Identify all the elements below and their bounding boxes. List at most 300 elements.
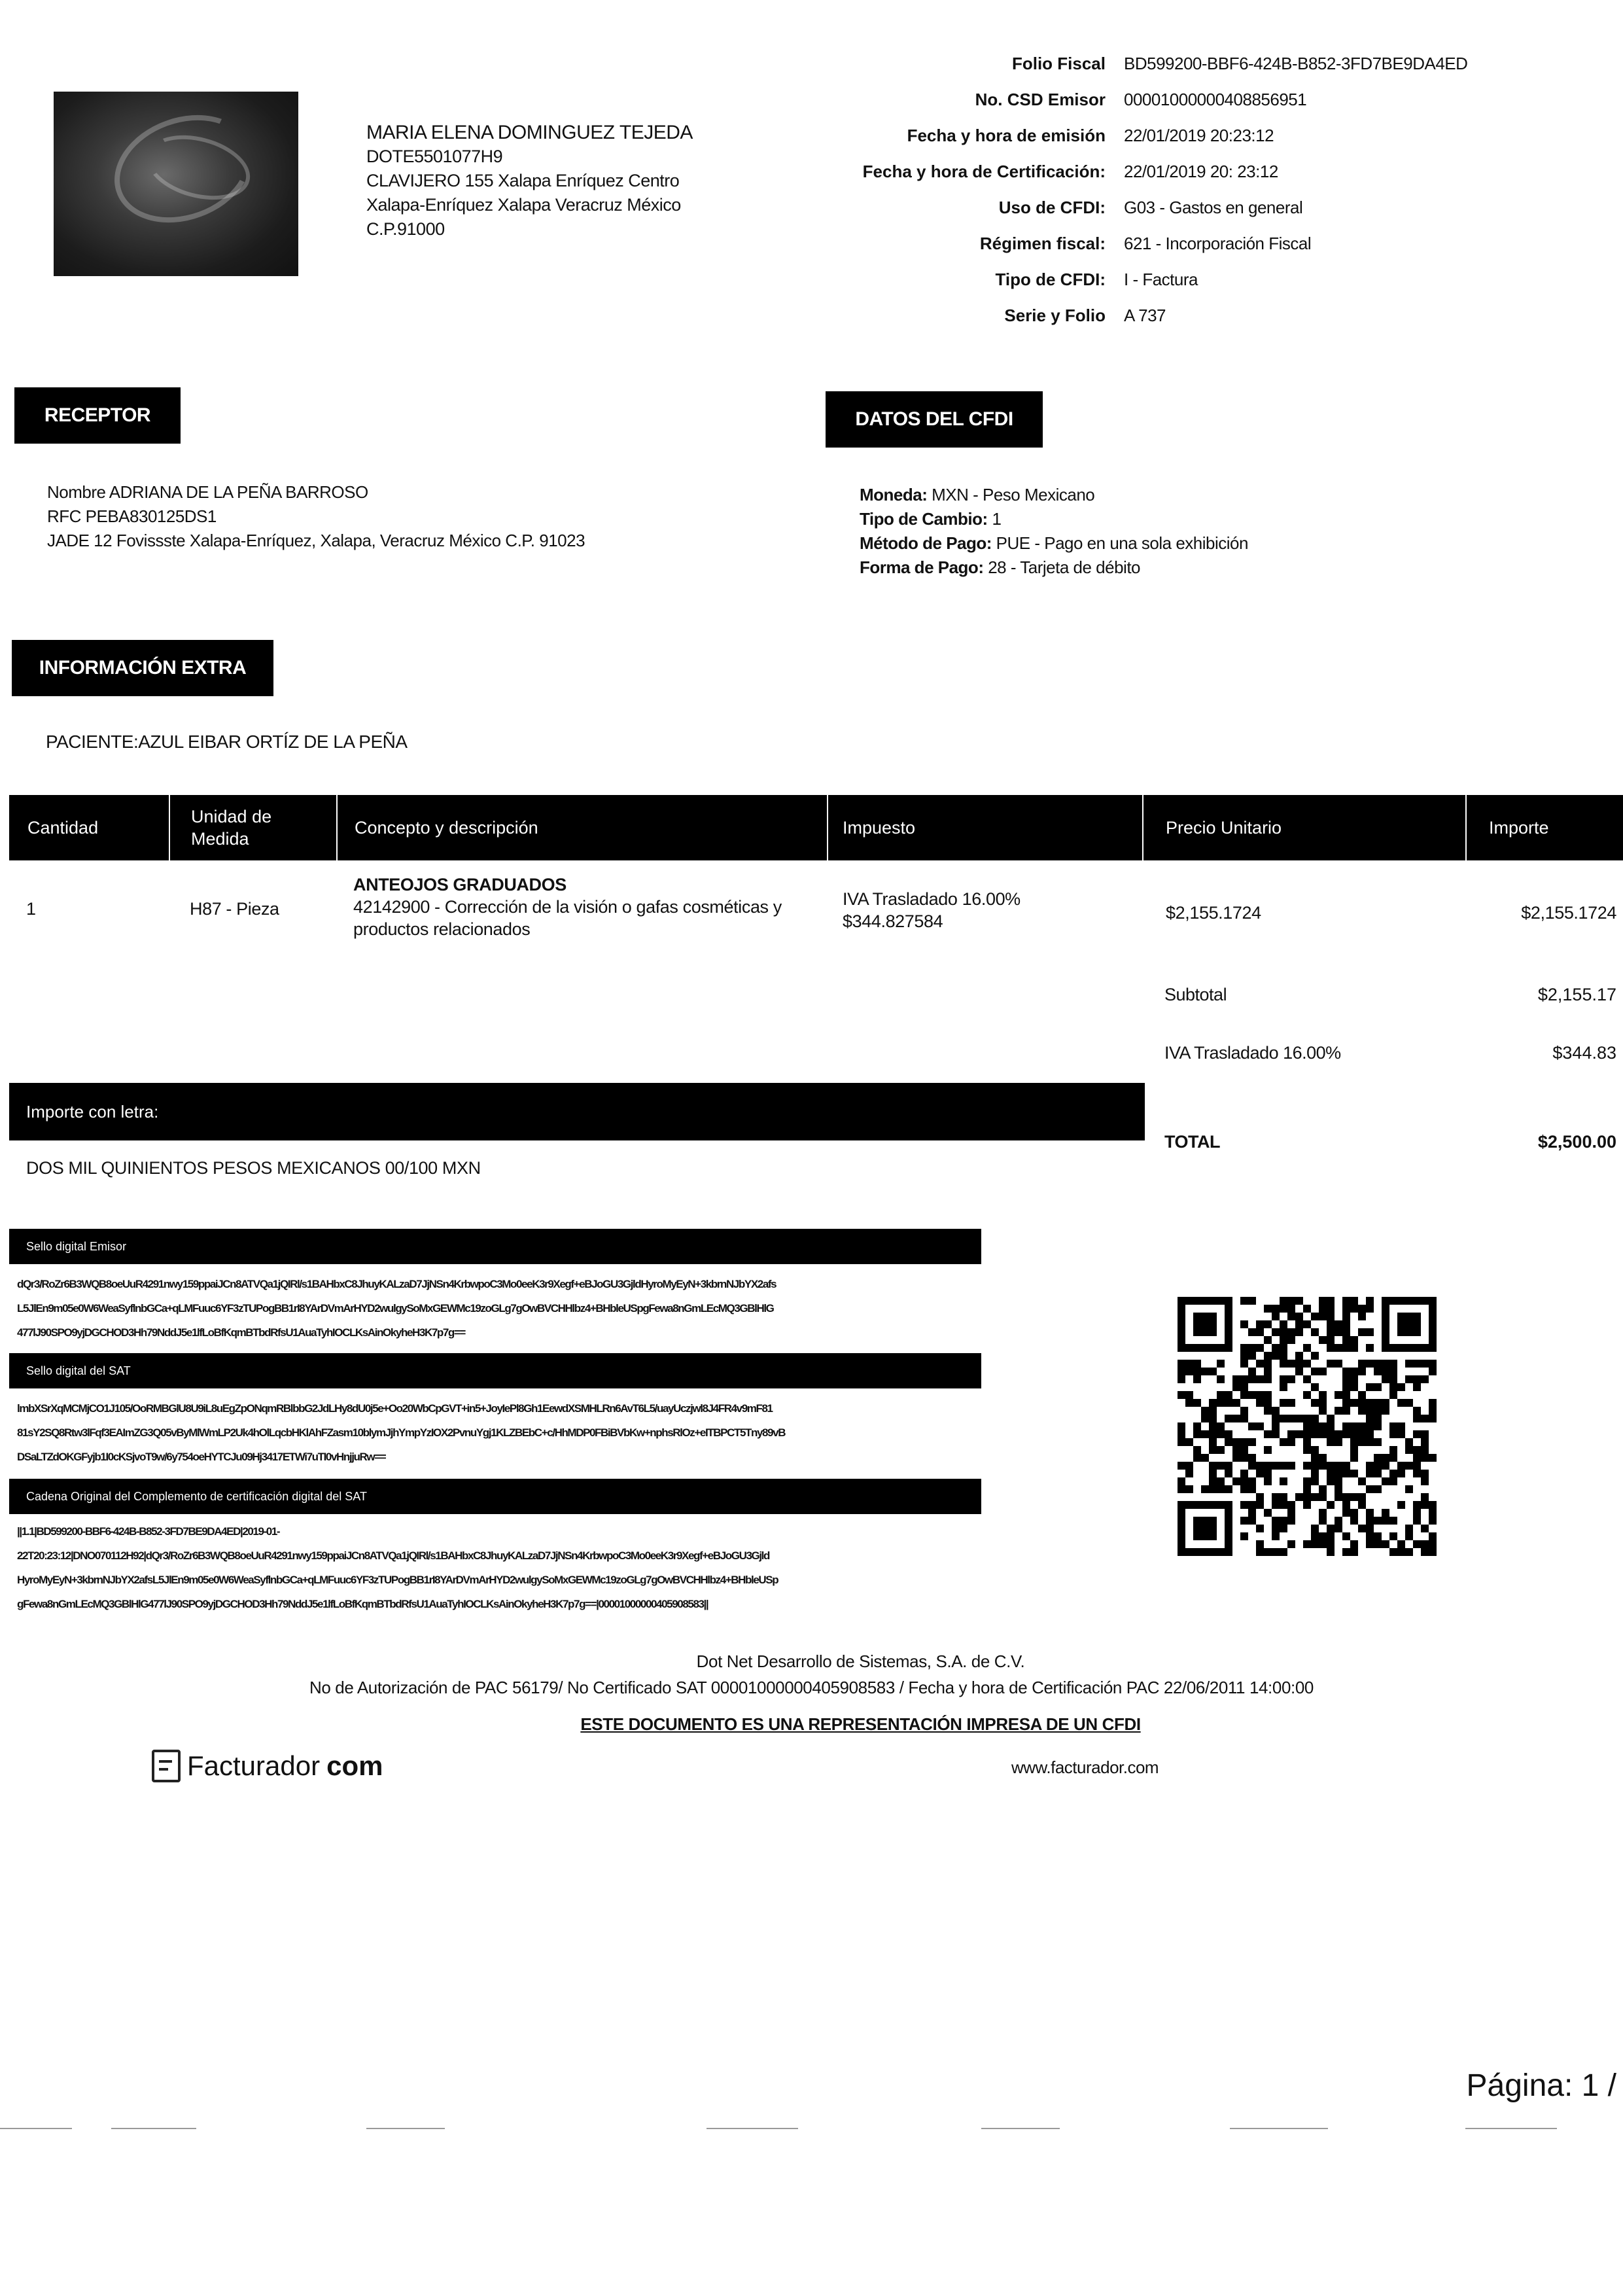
qr-module — [1217, 1375, 1225, 1383]
qr-module — [1327, 1477, 1335, 1485]
qr-module — [1319, 1485, 1327, 1493]
qr-module — [1217, 1446, 1225, 1454]
qr-module — [1264, 1352, 1272, 1360]
qr-module — [1272, 1422, 1280, 1430]
qr-module — [1287, 1297, 1295, 1305]
cadena-line: ||1.1|BD599200-BBF6-424B-B852-3FD7BE9DA4ED|2019-01- — [17, 1525, 280, 1538]
qr-module — [1217, 1430, 1225, 1438]
qr-module — [1327, 1532, 1335, 1540]
qr-module — [1248, 1352, 1256, 1360]
qr-module — [1335, 1391, 1342, 1399]
qr-module — [1264, 1375, 1272, 1383]
qr-module — [1350, 1454, 1358, 1462]
qr-module — [1405, 1485, 1413, 1493]
qr-module — [1256, 1320, 1264, 1328]
qr-module — [1280, 1548, 1287, 1556]
qr-module — [1358, 1407, 1366, 1415]
qr-module — [1272, 1501, 1280, 1509]
qr-module — [1193, 1430, 1201, 1438]
qr-module — [1287, 1305, 1295, 1313]
qr-module — [1201, 1485, 1209, 1493]
qr-module — [1350, 1493, 1358, 1501]
qr-module — [1217, 1360, 1225, 1368]
qr-module — [1327, 1360, 1335, 1368]
qr-module — [1217, 1477, 1225, 1485]
qr-module — [1374, 1415, 1382, 1422]
qr-module — [1193, 1422, 1201, 1430]
qr-module — [1272, 1407, 1280, 1415]
qr-module — [1358, 1501, 1366, 1509]
qr-module — [1287, 1375, 1295, 1383]
row-impuesto — [843, 888, 1021, 932]
qr-module — [1342, 1422, 1350, 1430]
scan-artifact-line — [1465, 2128, 1557, 2129]
qr-module — [1413, 1360, 1421, 1368]
qr-module — [1350, 1430, 1358, 1438]
qr-module — [1327, 1540, 1335, 1548]
qr-module — [1287, 1509, 1295, 1517]
qr-module — [1256, 1391, 1264, 1399]
qr-module — [1240, 1501, 1248, 1509]
qr-module — [1240, 1485, 1248, 1493]
qr-module — [1303, 1493, 1311, 1501]
qr-module — [1405, 1462, 1413, 1470]
qr-module — [1264, 1470, 1272, 1477]
qr-module — [1429, 1540, 1437, 1548]
qr-module — [1280, 1525, 1287, 1532]
qr-module — [1264, 1305, 1272, 1313]
qr-module — [1342, 1532, 1350, 1540]
qr-module — [1287, 1430, 1295, 1438]
qr-module — [1405, 1548, 1413, 1556]
qr-module — [1248, 1328, 1256, 1336]
emitter-address-2: Xalapa-Enríquez Xalapa Veracruz México — [366, 195, 681, 215]
qr-module — [1264, 1430, 1272, 1438]
qr-module — [1248, 1477, 1256, 1485]
qr-module — [1256, 1462, 1264, 1470]
sello-sat-line: lmbXSrXqMCMjCO1J105/OoRMBGlU8U9iL8uEgZpONqmRBlbbG2JdLHy8dU0j5e+Oo20WbCpGVT+in5+JoyIePl8Gh1EewdXSMHLRn6AvT6L5/uayUczjwl8J4FR4v9mF81 — [17, 1402, 773, 1415]
qr-module — [1303, 1462, 1311, 1470]
qr-module — [1295, 1320, 1303, 1328]
qr-module — [1311, 1422, 1319, 1430]
qr-module — [1350, 1305, 1358, 1313]
qr-module — [1366, 1344, 1374, 1352]
emitter-name: MARIA ELENA DOMINGUEZ TEJEDA — [366, 122, 693, 143]
qr-module — [1335, 1493, 1342, 1501]
moneda-line — [860, 483, 1248, 507]
qr-module — [1287, 1336, 1295, 1344]
qr-module — [1350, 1517, 1358, 1525]
qr-module — [1232, 1375, 1240, 1383]
fiscal-meta-labels — [772, 46, 1106, 334]
qr-module — [1366, 1415, 1374, 1422]
qr-module — [1303, 1501, 1311, 1509]
qr-module — [1327, 1336, 1335, 1344]
iva-value: $344.83 — [1552, 1043, 1616, 1063]
qr-module — [1280, 1297, 1287, 1305]
qr-module — [1225, 1470, 1232, 1477]
uso-cfdi-value: G03 - Gastos en general — [1124, 198, 1303, 217]
qr-module — [1366, 1305, 1374, 1313]
cambio-label: Tipo de Cambio: — [860, 509, 988, 529]
qr-module — [1421, 1477, 1429, 1485]
footer-notice: ESTE DOCUMENTO ES UNA REPRESENTACIÓN IMPRESA DE UN CFDI — [580, 1714, 1141, 1734]
qr-module — [1185, 1470, 1193, 1477]
certificacion-label: Fecha y hora de Certificación: — [862, 162, 1106, 181]
qr-module — [1421, 1446, 1429, 1454]
qr-module — [1248, 1297, 1256, 1305]
qr-module — [1358, 1493, 1366, 1501]
qr-module — [1358, 1313, 1366, 1320]
qr-module — [1413, 1454, 1421, 1462]
forma-line — [860, 556, 1248, 580]
qr-module — [1272, 1517, 1280, 1525]
qr-module — [1256, 1548, 1264, 1556]
scan-artifact-line — [981, 2128, 1060, 2129]
row-cantidad: 1 — [26, 899, 36, 919]
scan-artifact-line — [111, 2128, 196, 2129]
qr-module — [1240, 1470, 1248, 1477]
qr-module — [1280, 1438, 1287, 1446]
qr-module — [1295, 1415, 1303, 1422]
qr-module — [1303, 1415, 1311, 1422]
row-concepto — [353, 874, 782, 940]
website-link[interactable]: www.facturador.com — [1011, 1757, 1159, 1777]
qr-module — [1311, 1368, 1319, 1375]
qr-module — [1232, 1399, 1240, 1407]
qr-module — [1209, 1470, 1217, 1477]
qr-module — [1335, 1360, 1342, 1368]
qr-module — [1366, 1438, 1374, 1446]
qr-module — [1256, 1344, 1264, 1352]
total-label: TOTAL — [1164, 1132, 1220, 1152]
total-value: $2,500.00 — [1537, 1132, 1616, 1152]
receptor-rfc: RFC PEBA830125DS1 — [47, 506, 217, 526]
qr-module — [1217, 1485, 1225, 1493]
qr-module — [1342, 1313, 1350, 1320]
qr-module — [1264, 1477, 1272, 1485]
qr-module — [1225, 1391, 1232, 1399]
sello-sat-line: 81sY2SQ8Rtw3lFqf3EAImZG3Q05vByMlWmLP2Uk4hOlLqcbHKlAhFZasm10blymJjhYmpYzIOX2PvnuYgj1KLZBEbC+c/HhMDP0FBiBVbKw+nphsRlOz+eITBPCT5Tny89vB — [17, 1426, 786, 1439]
qr-module — [1303, 1422, 1311, 1430]
qr-module — [1248, 1375, 1256, 1383]
csd-value: 00001000000408856951 — [1124, 90, 1307, 109]
qr-module — [1358, 1525, 1366, 1532]
qr-module — [1311, 1532, 1319, 1540]
row-impuesto-1: IVA Trasladado 16.00% — [843, 889, 1021, 909]
qr-module — [1185, 1391, 1193, 1399]
qr-module — [1217, 1391, 1225, 1399]
qr-module — [1303, 1360, 1311, 1368]
qr-module — [1248, 1344, 1256, 1352]
qr-module — [1303, 1477, 1311, 1485]
qr-module — [1350, 1375, 1358, 1383]
qr-module — [1209, 1485, 1217, 1493]
qr-module — [1382, 1368, 1389, 1375]
qr-module — [1342, 1305, 1350, 1313]
qr-module — [1342, 1493, 1350, 1501]
qr-module — [1335, 1430, 1342, 1438]
qr-module — [1413, 1517, 1421, 1525]
qr-module — [1185, 1485, 1193, 1493]
qr-module — [1264, 1368, 1272, 1375]
qr-module — [1193, 1360, 1201, 1368]
qr-module — [1319, 1454, 1327, 1462]
emitter-block — [366, 120, 693, 241]
emision-label: Fecha y hora de emisión — [907, 126, 1106, 145]
row-concepto-title: ANTEOJOS GRADUADOS — [353, 875, 567, 894]
qr-module — [1287, 1313, 1295, 1320]
metodo-line — [860, 531, 1248, 556]
qr-module — [1405, 1438, 1413, 1446]
qr-module — [1342, 1344, 1350, 1352]
qr-module — [1327, 1344, 1335, 1352]
qr-module — [1319, 1297, 1327, 1305]
qr-module — [1429, 1548, 1437, 1556]
footer-pac-line: No de Autorización de PAC 56179/ No Certificado SAT 00001000000405908583 / Fecha y hora de Certificación PAC 22/06/2011 14:00:00 — [309, 1678, 1314, 1697]
qr-module — [1319, 1368, 1327, 1375]
qr-module — [1413, 1501, 1421, 1509]
qr-module — [1350, 1470, 1358, 1477]
qr-module — [1178, 1485, 1185, 1493]
th-unidad-line1: Unidad de — [191, 807, 272, 826]
qr-module — [1256, 1422, 1264, 1430]
qr-module — [1389, 1548, 1397, 1556]
qr-module — [1232, 1383, 1240, 1391]
qr-module — [1335, 1485, 1342, 1493]
qr-module — [1358, 1328, 1366, 1336]
qr-module — [1342, 1297, 1350, 1305]
qr-module — [1374, 1360, 1382, 1368]
qr-module — [1429, 1368, 1437, 1375]
qr-module — [1264, 1407, 1272, 1415]
qr-module — [1319, 1336, 1327, 1344]
qr-module — [1280, 1360, 1287, 1368]
qr-module — [1240, 1352, 1248, 1360]
th-importe: Importe — [1489, 818, 1549, 838]
qr-module — [1405, 1525, 1413, 1532]
qr-module — [1178, 1375, 1185, 1383]
qr-module — [1225, 1438, 1232, 1446]
qr-module — [1319, 1462, 1327, 1470]
qr-module — [1248, 1391, 1256, 1399]
qr-module — [1421, 1360, 1429, 1368]
qr-module — [1397, 1399, 1405, 1407]
qr-module — [1327, 1422, 1335, 1430]
scan-artifact-line — [707, 2128, 798, 2129]
qr-module — [1295, 1493, 1303, 1501]
qr-module — [1389, 1470, 1397, 1477]
qr-module — [1272, 1352, 1280, 1360]
qr-module — [1342, 1407, 1350, 1415]
qr-module — [1327, 1320, 1335, 1328]
qr-module — [1358, 1360, 1366, 1368]
regimen-value: 621 - Incorporación Fiscal — [1124, 234, 1312, 253]
qr-module — [1429, 1415, 1437, 1422]
qr-module — [1185, 1399, 1193, 1407]
qr-module — [1319, 1305, 1327, 1313]
qr-module — [1178, 1430, 1185, 1438]
qr-module — [1389, 1454, 1397, 1462]
qr-module — [1209, 1415, 1217, 1422]
qr-module — [1382, 1454, 1389, 1462]
tipo-cfdi-value: I - Factura — [1124, 270, 1198, 289]
qr-module — [1272, 1415, 1280, 1422]
qr-module — [1311, 1462, 1319, 1470]
qr-module — [1272, 1313, 1280, 1320]
qr-module — [1366, 1470, 1374, 1477]
qr-module — [1240, 1391, 1248, 1399]
cadena-line: HyroMyEyN+3kbrnNJbYX2afsL5JlEn9m05e0W6WeaSyflnbGCa+qLMFuuc6YF3zTUPogBB1rI8YArDVmArHYD2wulgySoMxGEWMc19zoGLg7gOwBVCHHlbz4+BHbleUSp — [17, 1574, 778, 1586]
qr-module — [1366, 1540, 1374, 1548]
csd-label: No. CSD Emisor — [975, 90, 1106, 109]
scan-artifact-line — [0, 2128, 72, 2129]
qr-module — [1327, 1470, 1335, 1477]
qr-module — [1240, 1344, 1248, 1352]
qr-module — [1295, 1360, 1303, 1368]
qr-module — [1327, 1438, 1335, 1446]
qr-module — [1382, 1462, 1389, 1470]
qr-module — [1201, 1407, 1209, 1415]
qr-module — [1405, 1532, 1413, 1540]
qr-module — [1248, 1517, 1256, 1525]
qr-module — [1248, 1438, 1256, 1446]
qr-module — [1342, 1328, 1350, 1336]
qr-module — [1350, 1540, 1358, 1548]
qr-module — [1382, 1477, 1389, 1485]
qr-module — [1327, 1462, 1335, 1470]
qr-module — [1264, 1509, 1272, 1517]
moneda-label: Moneda: — [860, 485, 928, 504]
qr-module — [1413, 1462, 1421, 1470]
qr-module — [1374, 1383, 1382, 1391]
qr-module — [1217, 1462, 1225, 1470]
th-unidad — [191, 795, 271, 860]
qr-module — [1225, 1415, 1232, 1422]
qr-module — [1366, 1383, 1374, 1391]
qr-module — [1248, 1462, 1256, 1470]
qr-module — [1185, 1462, 1193, 1470]
qr-module — [1350, 1422, 1358, 1430]
qr-module — [1421, 1548, 1429, 1556]
qr-module — [1303, 1391, 1311, 1399]
qr-module — [1319, 1399, 1327, 1407]
qr-module — [1319, 1422, 1327, 1430]
qr-module — [1413, 1430, 1421, 1438]
qr-module — [1397, 1540, 1405, 1548]
qr-module — [1374, 1454, 1382, 1462]
qr-module — [1405, 1375, 1413, 1383]
qr-module — [1178, 1360, 1185, 1368]
qr-module — [1209, 1407, 1217, 1415]
th-separator — [1465, 795, 1467, 860]
qr-module — [1389, 1446, 1397, 1454]
qr-module — [1303, 1305, 1311, 1313]
qr-module — [1319, 1407, 1327, 1415]
qr-module — [1232, 1454, 1240, 1462]
serie-folio-value: A 737 — [1124, 306, 1166, 325]
qr-module — [1287, 1415, 1295, 1422]
qr-module — [1358, 1399, 1366, 1407]
qr-module — [1327, 1328, 1335, 1336]
serie-folio-label: Serie y Folio — [1004, 306, 1106, 325]
qr-module — [1240, 1320, 1248, 1328]
qr-module — [1366, 1328, 1374, 1336]
th-separator — [169, 795, 170, 860]
qr-module — [1374, 1540, 1382, 1548]
paciente-text: PACIENTE:AZUL EIBAR ORTÍZ DE LA PEÑA — [46, 732, 408, 752]
qr-module — [1342, 1368, 1350, 1375]
qr-module — [1193, 1368, 1201, 1375]
qr-module — [1397, 1430, 1405, 1438]
qr-module — [1413, 1415, 1421, 1422]
sello-emisor-line: 477lJ90SPO9yjDGCHOD3Hh79NddJ5e1lfLoBfKqmBTbdRfsU1AuaTyhIOCLKsAinOkyheH3K7p7g== — [17, 1326, 465, 1339]
qr-module — [1413, 1407, 1421, 1415]
qr-module — [1389, 1368, 1397, 1375]
qr-module — [1374, 1368, 1382, 1375]
qr-module — [1248, 1509, 1256, 1517]
emitter-address-1: CLAVIJERO 155 Xalapa Enríquez Centro — [366, 171, 680, 190]
qr-module — [1232, 1415, 1240, 1422]
importe-letra-bar: Importe con letra: — [9, 1083, 1145, 1140]
qr-module — [1311, 1328, 1319, 1336]
qr-module — [1209, 1446, 1217, 1454]
qr-module — [1311, 1477, 1319, 1485]
sello-sat-line: DSaLTZdOKGFyjb1I0cKSjvoT9w/6y754oeHYTCJu09Hj3417ETWi7uTI0vHnjjuRw== — [17, 1451, 386, 1463]
cadena-line: 22T20:23:12|DNO070112H92|dQr3/RoZr6B3WQB8oeUuR4291nwy159ppaiJCn8ATVQa1jQIRl/s1BAHbxC8JhuyKALzaD7JjNSn4KrbwpoC3Mo0eeK3r9Xegf+eBJoGU3Gjld — [17, 1549, 769, 1562]
qr-module — [1280, 1493, 1287, 1501]
qr-module — [1350, 1344, 1358, 1352]
qr-module — [1272, 1493, 1280, 1501]
qr-module — [1287, 1462, 1295, 1470]
qr-module — [1342, 1548, 1350, 1556]
qr-module — [1280, 1383, 1287, 1391]
qr-module — [1240, 1415, 1248, 1422]
qr-module — [1327, 1415, 1335, 1422]
qr-module — [1311, 1470, 1319, 1477]
qr-module — [1374, 1399, 1382, 1407]
qr-module — [1358, 1477, 1366, 1485]
qr-module — [1303, 1446, 1311, 1454]
qr-module — [1397, 1470, 1405, 1477]
qr-module — [1256, 1501, 1264, 1509]
qr-module — [1225, 1399, 1232, 1407]
qr-module — [1319, 1313, 1327, 1320]
qr-module — [1240, 1454, 1248, 1462]
qr-module — [1389, 1532, 1397, 1540]
scan-artifact-line — [1230, 2128, 1328, 2129]
qr-module — [1366, 1525, 1374, 1532]
qr-module — [1311, 1313, 1319, 1320]
qr-module — [1335, 1407, 1342, 1415]
qr-module — [1225, 1485, 1232, 1493]
qr-module — [1193, 1399, 1201, 1407]
qr-module — [1201, 1415, 1209, 1422]
qr-module — [1248, 1422, 1256, 1430]
qr-module — [1358, 1430, 1366, 1438]
qr-module — [1366, 1509, 1374, 1517]
qr-module — [1319, 1532, 1327, 1540]
qr-module — [1248, 1485, 1256, 1493]
qr-module — [1405, 1446, 1413, 1454]
cadena-original-text — [17, 1519, 983, 1616]
qr-module — [1311, 1415, 1319, 1422]
qr-module — [1311, 1399, 1319, 1407]
qr-module — [1217, 1399, 1225, 1407]
qr-module — [1303, 1430, 1311, 1438]
qr-module — [1335, 1438, 1342, 1446]
receptor-tab: RECEPTOR — [14, 387, 181, 444]
